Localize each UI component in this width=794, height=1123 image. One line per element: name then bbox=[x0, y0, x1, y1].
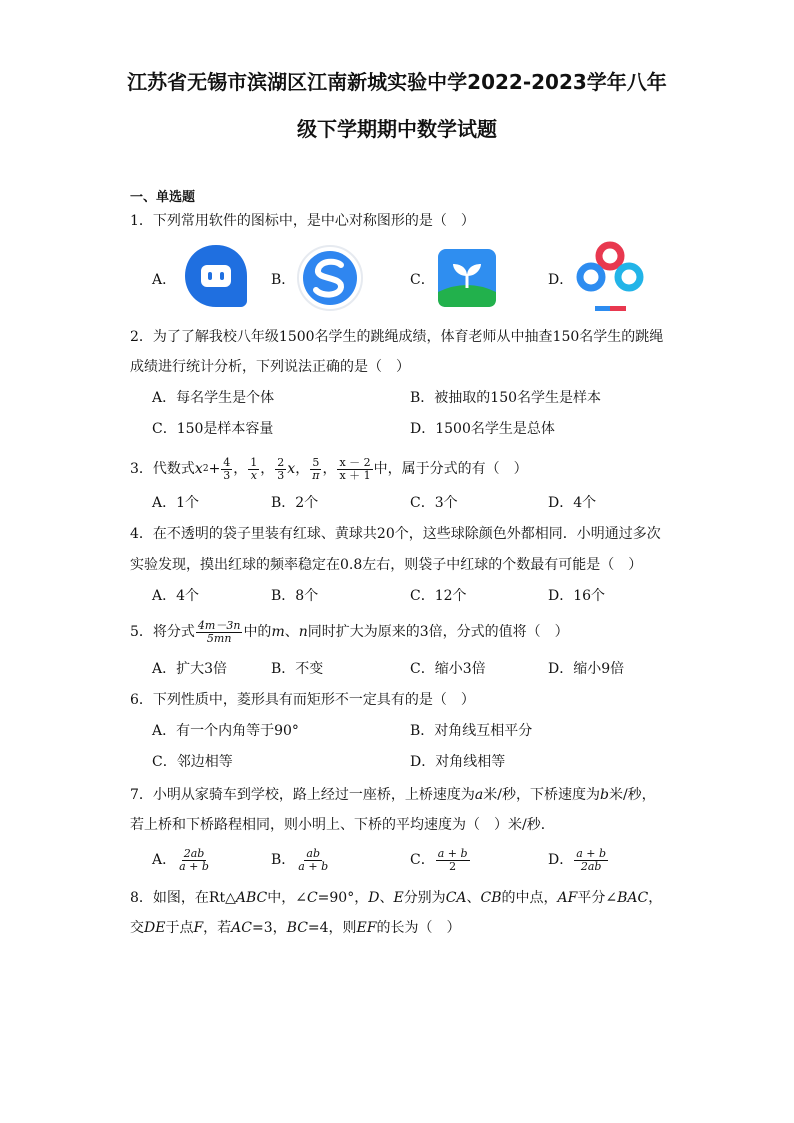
q6-option-b: B．对角线互相平分 bbox=[410, 723, 533, 739]
q5-option-a: A．扩大3倍 bbox=[152, 661, 228, 677]
q3-frac-3-var: x bbox=[287, 461, 296, 477]
q3-frac-3: $\frac{2}{3}$ bbox=[277, 455, 285, 482]
q5-option-c: C．缩小3倍 bbox=[410, 661, 486, 677]
q3-plus: + bbox=[208, 461, 221, 477]
q6-stem: 6．下列性质中，菱形具有而矩形不一定具有的是（ ） bbox=[130, 692, 475, 708]
q4-option-d: D．16个 bbox=[548, 588, 606, 604]
q3-frac-1: $\frac{4}{3}$ bbox=[223, 455, 231, 482]
q1-option-b-label: B． bbox=[271, 272, 296, 288]
q4-stem-line1: 4．在不透明的袋子里装有红球、黄球共20个，这些球除颜色外都相同．小明通过多次 bbox=[130, 526, 661, 542]
q7-option-d: D． $\frac{a + b}{2ab}$ bbox=[548, 846, 607, 873]
q6-option-d: D．对角线相等 bbox=[410, 754, 506, 770]
q7-stem-line1: 7．小明从家骑车到学校，路上经过一座桥，上桥速度为a米/秒，下桥速度为b米/秒， bbox=[130, 787, 656, 803]
q3-sep: ， bbox=[295, 461, 310, 477]
q3-sep: ， bbox=[260, 461, 275, 477]
page-title-line1: 江苏省无锡市滨湖区江南新城实验中学2022-2023学年八年 bbox=[127, 70, 667, 94]
q4-option-c: C．12个 bbox=[410, 588, 467, 604]
q3-option-c: C．3个 bbox=[410, 495, 458, 511]
q2-option-b: B．被抽取的150名学生是样本 bbox=[410, 390, 602, 406]
q2-option-d: D．1500名学生是总体 bbox=[410, 421, 555, 437]
q3-x: x bbox=[194, 461, 203, 477]
q5-m: m bbox=[271, 624, 285, 640]
q7-option-a: A． $\frac{2ab}{a + b}$ bbox=[152, 846, 209, 873]
q1-option-d-label: D． bbox=[548, 272, 574, 288]
q3-option-b: B．2个 bbox=[271, 495, 319, 511]
q5-prefix: 5．将分式 bbox=[130, 624, 195, 640]
q3-sup: 2 bbox=[202, 464, 209, 474]
q2-stem-line1: 2．为了了解我校八年级1500名学生的跳绳成绩，体育老师从中抽查150名学生的跳绳 bbox=[130, 329, 664, 345]
q2-stem-line2: 成绩进行统计分析，下列说法正确的是（ ） bbox=[130, 359, 410, 375]
q5-mid1: 中的 bbox=[243, 624, 272, 640]
q4-stem-line2: 实验发现，摸出红球的频率稳定在0.8左右，则袋子中红球的个数最有可能是（ ） bbox=[130, 557, 643, 573]
q1-option-a-label: A． bbox=[152, 272, 177, 288]
q3-sep: ， bbox=[233, 461, 248, 477]
q3-frac-5: $\frac{x - 2}{x + 1}$ bbox=[339, 455, 371, 482]
q3-sep: ， bbox=[322, 461, 337, 477]
q3-option-a: A．1个 bbox=[152, 495, 200, 511]
q5-stem bbox=[130, 618, 569, 646]
q3-prefix: 3．代数式 bbox=[130, 461, 195, 477]
q8-stem-line2: 交DE于点F，若AC=3，BC=4，则EF的长为（ ） bbox=[130, 920, 461, 936]
q3-stem bbox=[130, 455, 528, 483]
q7-option-b: B． $\frac{ab}{a + b}$ bbox=[271, 846, 329, 873]
q7-stem-line2: 若上桥和下桥路程相同，则小明上、下桥的平均速度为（ ）米/秒． bbox=[130, 817, 555, 833]
q5-option-d: D．缩小9倍 bbox=[548, 661, 625, 677]
q6-option-a: A．有一个内角等于90° bbox=[152, 723, 299, 739]
chat-app-icon bbox=[183, 243, 249, 313]
q5-dot: 、 bbox=[284, 624, 299, 640]
baidu-cloud-icon bbox=[575, 241, 645, 313]
section-heading: 一、单选题 bbox=[130, 190, 196, 205]
q3-option-d: D．4个 bbox=[548, 495, 597, 511]
q5-suffix: 同时扩大为原来的3倍，分式的值将（ ） bbox=[307, 624, 569, 640]
q5-option-b: B．不变 bbox=[271, 661, 324, 677]
q7-option-c: C． $\frac{a + b}{2}$ bbox=[410, 846, 468, 873]
q4-option-a: A．4个 bbox=[152, 588, 200, 604]
sogou-s-icon bbox=[296, 244, 364, 312]
sprout-app-icon bbox=[437, 248, 497, 308]
q6-option-c: C．邻边相等 bbox=[152, 754, 233, 770]
q3-frac-2: $\frac{1}{x}$ bbox=[250, 455, 258, 482]
q2-option-c: C．150是样本容量 bbox=[152, 421, 274, 437]
q4-option-b: B．8个 bbox=[271, 588, 319, 604]
q5-n: n bbox=[298, 624, 308, 640]
q1-stem: 1．下列常用软件的图标中，是中心对称图形的是（ ） bbox=[130, 213, 475, 229]
q3-frac-4: $\frac{5}{\pi}$ bbox=[312, 455, 320, 482]
q1-option-c-label: C． bbox=[410, 272, 435, 288]
q3-suffix: 中，属于分式的有（ ） bbox=[373, 461, 528, 477]
q8-stem-line1: 8．如图，在Rt△ABC中，∠C=90°，D、E分别为CA、CB的中点，AF平分∠BAC， bbox=[130, 890, 663, 906]
q2-option-a: A．每名学生是个体 bbox=[152, 390, 275, 406]
page-title-line2: 级下学期期中数学试题 bbox=[297, 117, 497, 141]
q5-frac: $\frac{4m-3n}{5mn}$ bbox=[197, 618, 241, 645]
